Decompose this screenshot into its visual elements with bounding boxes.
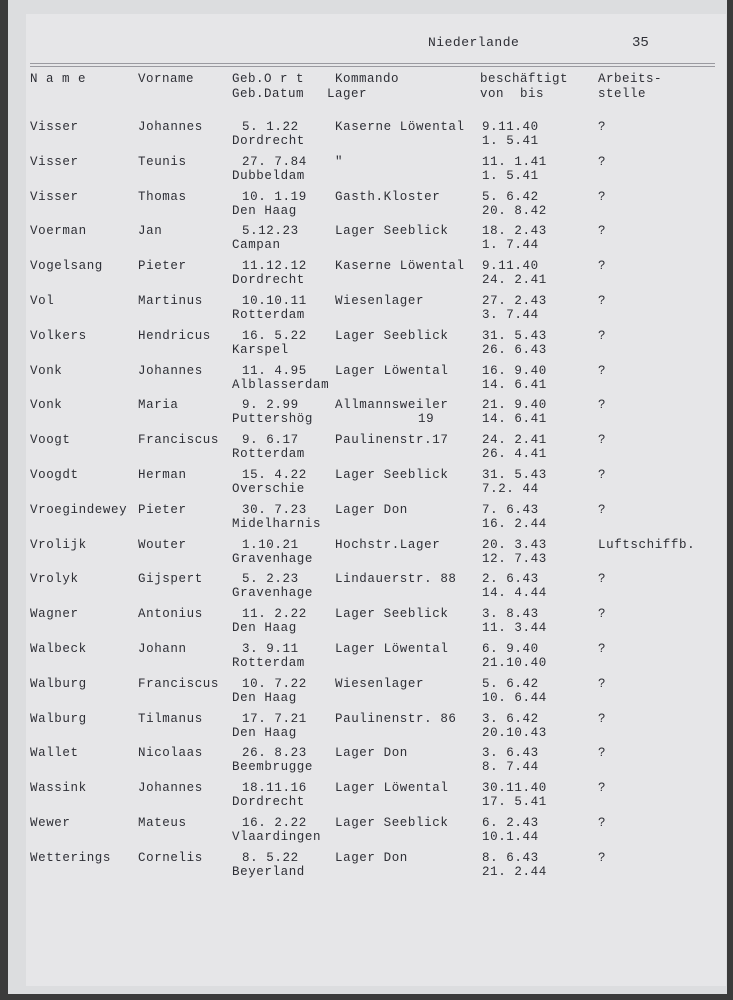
birth-date: 3. 9.11 [242, 642, 299, 656]
person-surname: Voerman [30, 224, 87, 239]
workplace: ? [598, 711, 607, 726]
birth-place: Alblasserdam [232, 377, 330, 392]
kommando-lager: Lager Löwental [335, 642, 449, 656]
column-header-beschaeftigt: beschäftigt [480, 72, 569, 86]
kommando-lager-extra: 19 [418, 412, 435, 427]
workplace: Luftschiffb. [598, 537, 696, 552]
kommando-lager: " [335, 154, 344, 169]
kommando-lager: Lager Löwental [335, 363, 449, 378]
birth-date: 5. 2.23 [242, 572, 299, 587]
workplace: ? [598, 816, 607, 830]
birth-place: Den Haag [232, 621, 297, 636]
table-row [0, 503, 733, 537]
birth-date: 17. 7.21 [242, 711, 307, 726]
birth-place: Beembrugge [232, 760, 314, 775]
workplace: ? [598, 398, 607, 413]
column-header-arbeitsstelle: Arbeits- [598, 72, 663, 86]
kommando-lager: Lager Seeblick [335, 607, 449, 622]
birth-place: Dubbeldam [232, 168, 305, 183]
employed-from: 31. 5.43 [482, 468, 547, 482]
person-firstname: Johannes [138, 120, 203, 134]
workplace: ? [598, 154, 607, 169]
employed-until: 26. 4.41 [482, 447, 547, 462]
person-surname: Vroegindewey [30, 502, 128, 517]
workplace: ? [598, 363, 607, 378]
birth-place: Vlaardingen [232, 830, 322, 844]
person-surname: Wagner [30, 607, 79, 622]
employed-from: 11. 1.41 [482, 154, 547, 169]
birth-place: Midelharnis [232, 516, 322, 531]
employed-from: 2. 6.43 [482, 572, 539, 587]
birth-date: 11. 2.22 [242, 607, 307, 622]
table-row [0, 398, 733, 432]
column-header-geb-ort: Geb.O r t [232, 72, 305, 86]
table-row [0, 677, 733, 711]
employed-until: 14. 6.41 [482, 377, 547, 392]
person-firstname: Mateus [138, 816, 187, 830]
table-row [0, 294, 733, 328]
kommando-lager: Lager Don [335, 746, 408, 761]
table-row [0, 746, 733, 780]
kommando-lager: Paulinenstr. 86 [335, 711, 457, 726]
employed-from: 5. 6.42 [482, 189, 539, 204]
kommando-lager: Lager Seeblick [335, 816, 449, 830]
birth-place: Campan [232, 238, 281, 253]
person-surname: Vonk [30, 363, 63, 378]
kommando-lager: Lager Seeblick [335, 468, 449, 482]
birth-date: 9. 6.17 [242, 433, 299, 448]
column-header-vorname: Vorname [138, 72, 195, 86]
table-row [0, 607, 733, 641]
person-firstname: Pieter [138, 502, 187, 517]
employed-from: 20. 3.43 [482, 537, 547, 552]
table-row [0, 120, 733, 154]
table-row [0, 851, 733, 885]
person-firstname: Johann [138, 642, 187, 656]
column-header-lager: Lager [327, 87, 368, 101]
person-surname: Wallet [30, 746, 79, 761]
person-firstname: Maria [138, 398, 179, 413]
birth-date: 5. 1.22 [242, 120, 299, 134]
table-row [0, 816, 733, 850]
table-row [0, 364, 733, 398]
table-row [0, 468, 733, 502]
workplace: ? [598, 642, 607, 656]
table-row [0, 190, 733, 224]
employed-until: 14. 6.41 [482, 412, 547, 427]
employed-from: 9.11.40 [482, 259, 539, 274]
employed-until: 16. 2.44 [482, 516, 547, 531]
kommando-lager: Wiesenlager [335, 676, 425, 691]
employed-from: 3. 6.42 [482, 711, 539, 726]
employed-from: 27. 2.43 [482, 294, 547, 308]
person-surname: Vrolyk [30, 572, 79, 587]
birth-place: Den Haag [232, 203, 297, 218]
table-row [0, 259, 733, 293]
birth-date: 10. 7.22 [242, 676, 307, 691]
workplace: ? [598, 781, 607, 796]
person-firstname: Cornelis [138, 850, 203, 865]
header-rule-bottom [30, 66, 715, 67]
kommando-lager: Lindauerstr. 88 [335, 572, 457, 587]
person-surname: Voogdt [30, 468, 79, 482]
kommando-lager: Hochstr.Lager [335, 537, 441, 552]
kommando-lager: Lager Don [335, 850, 408, 865]
person-firstname: Antonius [138, 607, 203, 622]
employed-from: 8. 6.43 [482, 850, 539, 865]
birth-place: Rotterdam [232, 308, 305, 322]
kommando-lager: Kaserne Löwental [335, 120, 465, 134]
birth-place: Den Haag [232, 725, 297, 740]
table-row [0, 538, 733, 572]
table-row [0, 433, 733, 467]
employed-until: 24. 2.41 [482, 273, 547, 288]
person-surname: Vrolijk [30, 537, 87, 552]
workplace: ? [598, 572, 607, 587]
employed-until: 3. 7.44 [482, 308, 539, 322]
person-surname: Visser [30, 120, 79, 134]
employed-until: 8. 7.44 [482, 760, 539, 775]
person-surname: Visser [30, 154, 79, 169]
employed-until: 21. 2.44 [482, 864, 547, 879]
employed-until: 11. 3.44 [482, 621, 547, 636]
employed-from: 6. 9.40 [482, 642, 539, 656]
person-surname: Wewer [30, 816, 71, 830]
person-firstname: Martinus [138, 294, 203, 308]
employed-from: 21. 9.40 [482, 398, 547, 413]
employed-until: 1. 5.41 [482, 168, 539, 183]
birth-place: Overschie [232, 482, 305, 496]
workplace: ? [598, 259, 607, 274]
column-header-kommando: Kommando [335, 72, 400, 86]
employed-from: 30.11.40 [482, 781, 547, 796]
person-surname: Voogt [30, 433, 71, 448]
birth-date: 11. 4.95 [242, 363, 307, 378]
workplace: ? [598, 294, 607, 308]
employed-until: 14. 4.44 [482, 586, 547, 601]
person-firstname: Johannes [138, 781, 203, 796]
table-row [0, 155, 733, 189]
birth-place: Rotterdam [232, 656, 305, 670]
employed-from: 18. 2.43 [482, 224, 547, 239]
employed-from: 16. 9.40 [482, 363, 547, 378]
person-firstname: Thomas [138, 189, 187, 204]
person-firstname: Nicolaas [138, 746, 203, 761]
birth-date: 10. 1.19 [242, 189, 307, 204]
birth-place: Dordrecht [232, 134, 305, 148]
page-title: Niederlande [428, 35, 520, 50]
birth-date: 1.10.21 [242, 537, 299, 552]
workplace: ? [598, 328, 607, 343]
kommando-lager: Wiesenlager [335, 294, 425, 308]
table-row [0, 224, 733, 258]
birth-date: 18.11.16 [242, 781, 307, 796]
person-firstname: Pieter [138, 259, 187, 274]
kommando-lager: Kaserne Löwental [335, 259, 465, 274]
column-header-von-bis: von bis [480, 87, 545, 101]
person-firstname: Franciscus [138, 433, 220, 448]
page-number: 35 [632, 35, 649, 51]
birth-date: 26. 8.23 [242, 746, 307, 761]
kommando-lager: Allmannsweiler [335, 398, 449, 413]
person-surname: Vonk [30, 398, 63, 413]
person-firstname: Johannes [138, 363, 203, 378]
birth-place: Dordrecht [232, 795, 305, 810]
person-firstname: Jan [138, 224, 163, 239]
birth-place: Beyerland [232, 864, 305, 879]
employed-until: 7.2. 44 [482, 482, 539, 496]
kommando-lager: Lager Löwental [335, 781, 449, 796]
person-firstname: Herman [138, 468, 187, 482]
header-rule-top [30, 63, 715, 64]
person-surname: Visser [30, 189, 79, 204]
person-surname: Vogelsang [30, 259, 103, 274]
birth-date: 9. 2.99 [242, 398, 299, 413]
employed-until: 10.1.44 [482, 830, 539, 844]
birth-date: 27. 7.84 [242, 154, 307, 169]
workplace: ? [598, 502, 607, 517]
birth-date: 16. 2.22 [242, 816, 307, 830]
column-header-stelle: stelle [598, 87, 647, 101]
person-firstname: Gijspert [138, 572, 203, 587]
person-firstname: Teunis [138, 154, 187, 169]
column-header-geb-datum: Geb.Datum [232, 87, 305, 101]
employed-from: 3. 8.43 [482, 607, 539, 622]
person-firstname: Hendricus [138, 328, 211, 343]
birth-date: 5.12.23 [242, 224, 299, 239]
birth-date: 10.10.11 [242, 294, 307, 308]
kommando-lager: Lager Don [335, 502, 408, 517]
employed-until: 10. 6.44 [482, 690, 547, 705]
birth-place: Puttershög [232, 412, 314, 427]
workplace: ? [598, 433, 607, 448]
person-surname: Walburg [30, 676, 87, 691]
employed-until: 20.10.43 [482, 725, 547, 740]
birth-date: 11.12.12 [242, 259, 307, 274]
workplace: ? [598, 224, 607, 239]
birth-place: Gravenhage [232, 551, 314, 566]
workplace: ? [598, 850, 607, 865]
person-surname: Wassink [30, 781, 87, 796]
workplace: ? [598, 746, 607, 761]
kommando-lager: Paulinenstr.17 [335, 433, 449, 448]
birth-date: 15. 4.22 [242, 468, 307, 482]
person-firstname: Franciscus [138, 676, 220, 691]
person-surname: Wetterings [30, 850, 112, 865]
employed-from: 7. 6.43 [482, 502, 539, 517]
employed-from: 31. 5.43 [482, 328, 547, 343]
person-surname: Walburg [30, 711, 87, 726]
birth-date: 16. 5.22 [242, 328, 307, 343]
employed-until: 21.10.40 [482, 656, 547, 670]
person-surname: Volkers [30, 328, 87, 343]
kommando-lager: Lager Seeblick [335, 328, 449, 343]
birth-date: 30. 7.23 [242, 502, 307, 517]
employed-until: 17. 5.41 [482, 795, 547, 810]
table-row [0, 781, 733, 815]
birth-place: Rotterdam [232, 447, 305, 462]
table-row [0, 329, 733, 363]
person-surname: Walbeck [30, 642, 87, 656]
table-row [0, 572, 733, 606]
table-row [0, 712, 733, 746]
employed-from: 24. 2.41 [482, 433, 547, 448]
birth-place: Karspel [232, 342, 289, 357]
workplace: ? [598, 607, 607, 622]
workplace: ? [598, 120, 607, 134]
kommando-lager: Lager Seeblick [335, 224, 449, 239]
birth-date: 8. 5.22 [242, 850, 299, 865]
employed-from: 9.11.40 [482, 120, 539, 134]
birth-place: Gravenhage [232, 586, 314, 601]
employed-until: 12. 7.43 [482, 551, 547, 566]
table-row [0, 642, 733, 676]
employed-until: 26. 6.43 [482, 342, 547, 357]
person-firstname: Tilmanus [138, 711, 203, 726]
birth-place: Den Haag [232, 690, 297, 705]
kommando-lager: Gasth.Kloster [335, 189, 441, 204]
workplace: ? [598, 676, 607, 691]
employed-until: 20. 8.42 [482, 203, 547, 218]
birth-place: Dordrecht [232, 273, 305, 288]
workplace: ? [598, 468, 607, 482]
employed-from: 3. 6.43 [482, 746, 539, 761]
employed-until: 1. 5.41 [482, 134, 539, 148]
employed-from: 5. 6.42 [482, 676, 539, 691]
workplace: ? [598, 189, 607, 204]
person-surname: Vol [30, 294, 55, 308]
column-header-name: N a m e [30, 72, 87, 86]
person-firstname: Wouter [138, 537, 187, 552]
employed-from: 6. 2.43 [482, 816, 539, 830]
employed-until: 1. 7.44 [482, 238, 539, 253]
